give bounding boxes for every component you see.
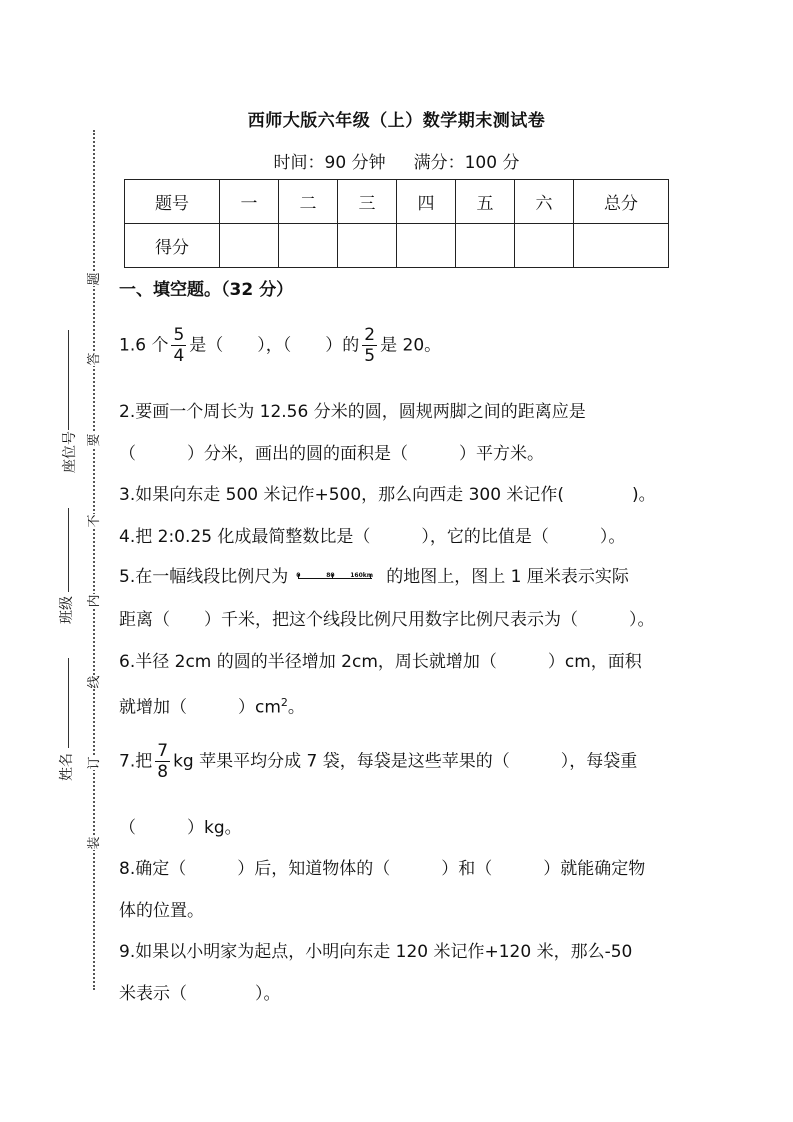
fraction (171, 325, 186, 366)
score-header-cell: 一 (220, 180, 279, 224)
seal-char: 内 (87, 594, 102, 608)
q6-text-end: 。 (287, 697, 305, 718)
fraction-numerator: 5 (173, 325, 185, 345)
q1-text-b: 是（ ），（ ）的 (189, 335, 360, 356)
line-scale-bar (296, 568, 374, 586)
scale-label: 160km (350, 572, 374, 579)
score-cell[interactable] (397, 224, 456, 268)
scale-label: 0 (296, 572, 301, 579)
question-4: 4.把 2:0.25 化成最简整数比是（ ），它的比值是（ ）。 (119, 527, 626, 547)
score-header-cell: 三 (338, 180, 397, 224)
question-7-line-1 (119, 741, 637, 782)
score-cell[interactable] (220, 224, 279, 268)
score-table-header-row (125, 180, 669, 224)
question-5-line-2: 距离（ ）千米，把这个线段比例尺用数字比例尺表示为（ ）。 (119, 610, 655, 630)
q7-text-a: 7.把 (119, 751, 153, 772)
superscript: 2 (280, 696, 288, 709)
name-label: 姓名 (59, 753, 75, 781)
score-cell[interactable] (574, 224, 669, 268)
q5-text-b: 的地图上，图上 1 厘米表示实际 (386, 567, 629, 587)
q6-text: 就增加（ ）cm (119, 697, 281, 718)
seal-char: 订 (87, 756, 102, 770)
fraction-denominator: 5 (364, 346, 376, 366)
name-blank[interactable] (68, 658, 69, 748)
seal-char: 线 (87, 675, 102, 689)
score-header-cell: 总分 (574, 180, 669, 224)
score-table-score-row (125, 224, 669, 268)
q1-text-c: 是 20。 (380, 335, 442, 356)
seal-char: 答 (87, 352, 102, 366)
score-header-cell: 题号 (125, 180, 220, 224)
exam-full-score: 满分：100 分 (413, 153, 520, 173)
fraction-numerator: 2 (364, 325, 376, 345)
fraction (362, 325, 377, 366)
question-9-line-1: 9.如果以小明家为起点，小明向东走 120 米记作+120 米，那么-50 (119, 942, 633, 962)
question-8-line-2: 体的位置。 (119, 901, 204, 921)
question-1 (119, 325, 441, 366)
fraction-denominator: 4 (173, 346, 185, 366)
fraction-denominator: 8 (157, 762, 169, 782)
question-6-line-2 (119, 693, 305, 718)
seal-char: 装 (87, 836, 102, 850)
question-5-line-1 (119, 567, 629, 587)
question-8-line-1: 8.确定（ ）后，知道物体的（ ）和（ ）就能确定物 (119, 859, 646, 879)
score-row-label: 得分 (125, 224, 220, 268)
seat-number-blank[interactable] (68, 330, 69, 430)
exam-title: 西师大版六年级（上）数学期末测试卷 (247, 111, 546, 131)
score-cell[interactable] (279, 224, 338, 268)
seal-char: 要 (87, 433, 102, 447)
score-table (124, 179, 669, 268)
score-cell[interactable] (456, 224, 515, 268)
exam-time: 时间：90 分钟 (273, 153, 386, 173)
q1-text-a: 1.6 个 (119, 335, 169, 356)
question-3: 3.如果向东走 500 米记作+500，那么向西走 300 米记作( )。 (119, 485, 656, 505)
scale-label: 80 (326, 572, 335, 579)
question-2-line-2: （ ）分米，画出的圆的面积是（ ）平方米。 (119, 444, 544, 464)
fraction-numerator: 7 (157, 741, 169, 761)
seat-number-label: 座位号 (62, 431, 78, 473)
exam-subtitle (0, 148, 793, 173)
question-2-line-1: 2.要画一个周长为 12.56 分米的圆，圆规两脚之间的距离应是 (119, 402, 586, 422)
question-7-line-2: （ ）kg。 (119, 818, 242, 838)
score-header-cell: 五 (456, 180, 515, 224)
q7-text-b: kg 苹果平均分成 7 袋，每袋是这些苹果的（ ），每袋重 (173, 751, 638, 772)
question-6-line-1: 6.半径 2cm 的圆的半径增加 2cm，周长就增加（ ）cm，面积 (119, 652, 642, 672)
score-header-cell: 四 (397, 180, 456, 224)
class-label: 班级 (59, 596, 75, 624)
seal-char: 题 (87, 272, 102, 286)
fraction (155, 741, 170, 782)
question-9-line-2: 米表示（ ）。 (119, 984, 281, 1004)
score-header-cell: 六 (515, 180, 574, 224)
class-blank[interactable] (68, 508, 69, 592)
seal-char: 不 (87, 514, 102, 528)
score-header-cell: 二 (279, 180, 338, 224)
q5-text-a: 5.在一幅线段比例尺为 (119, 567, 289, 587)
section-heading: 一、填空题。（32 分） (119, 280, 294, 300)
score-cell[interactable] (338, 224, 397, 268)
binding-dotted-line (93, 130, 95, 990)
score-cell[interactable] (515, 224, 574, 268)
